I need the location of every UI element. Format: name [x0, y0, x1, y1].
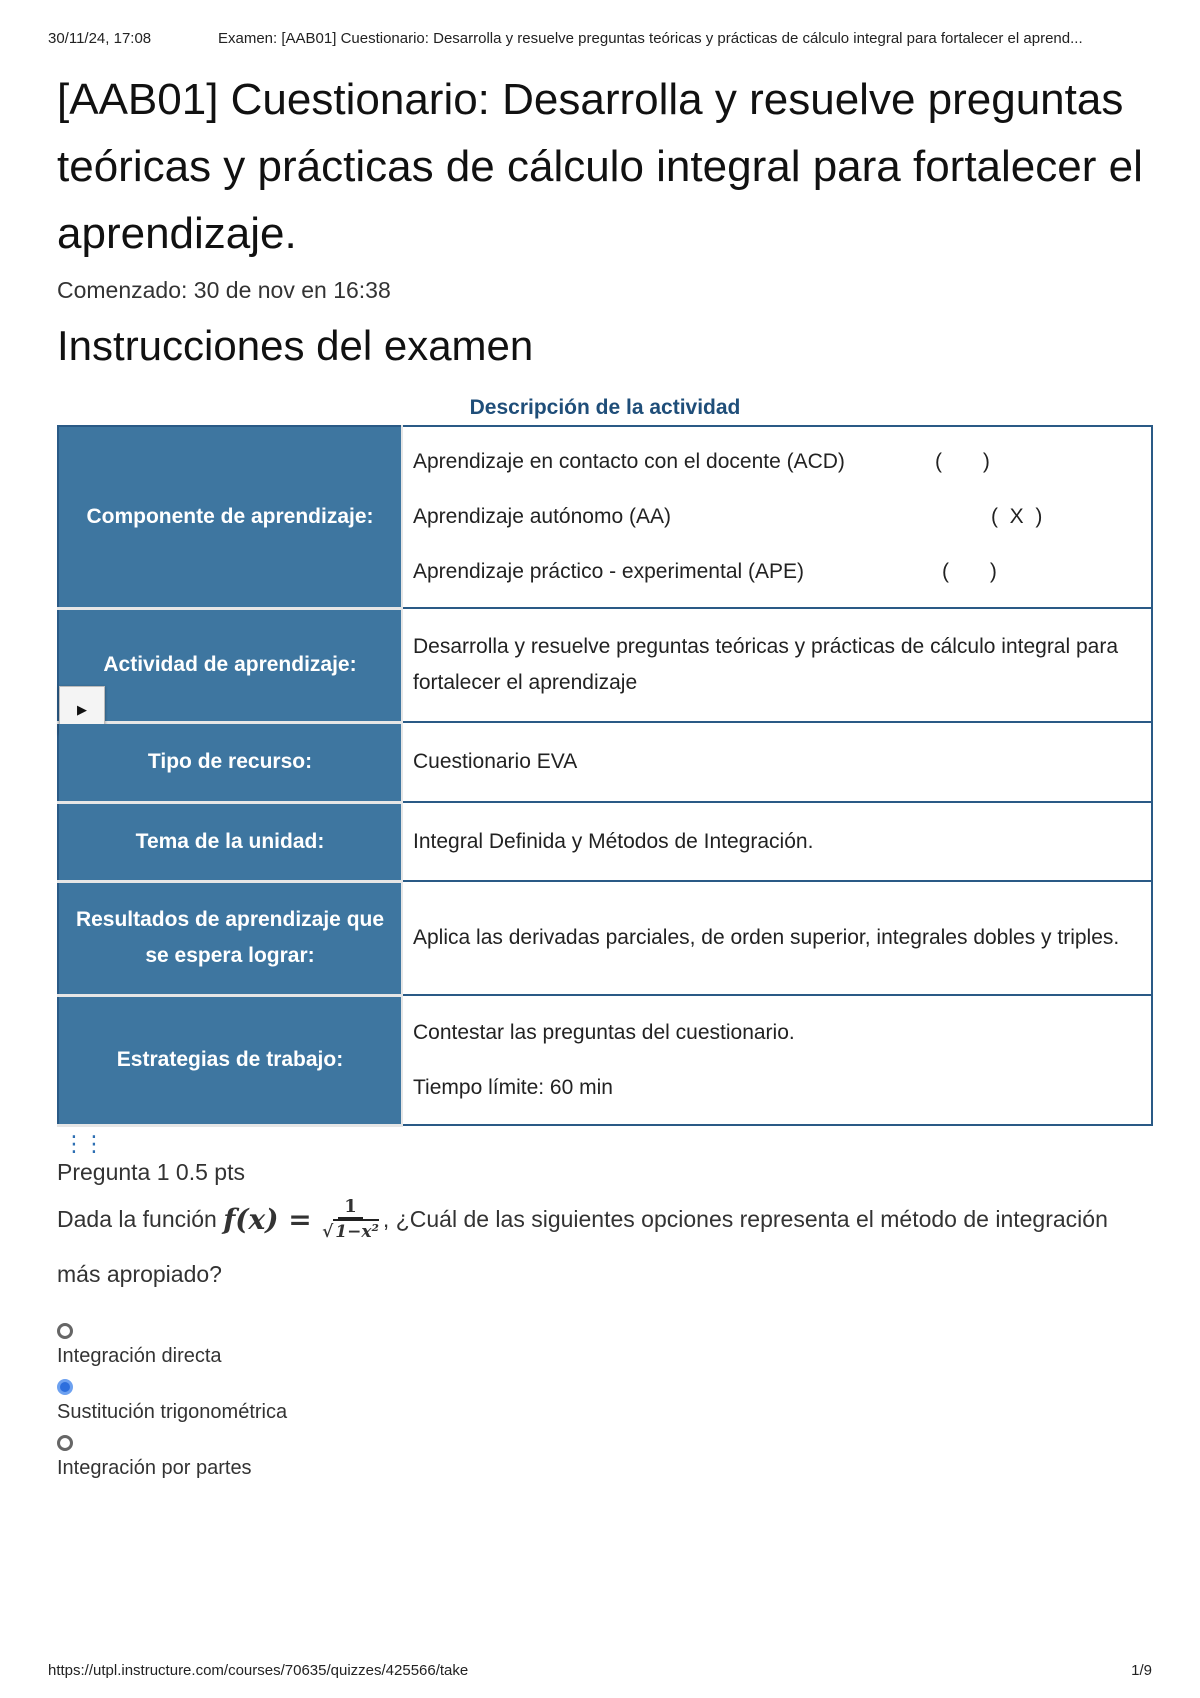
print-header — [48, 30, 1152, 47]
print-document-title: Examen: [AAB01] Cuestionario: Desarrolla y resuelve preguntas teóricas y prácticas de cálculo integral para fortalecer el aprend... — [218, 30, 1083, 47]
component-option: Aprendizaje práctico - experimental (APE) ( ) — [413, 545, 1141, 600]
print-footer — [48, 1662, 1152, 1679]
component-option-mark: ( X ) — [991, 505, 1043, 528]
table-row — [58, 426, 1152, 608]
question-text-after: , ¿Cuál de las siguientes opciones representa el método de integración más apropiado? — [57, 1205, 1108, 1288]
question-text-before: Dada la función — [57, 1205, 217, 1232]
math-lhs: f(x) = — [223, 1203, 312, 1237]
table-caption: Descripción de la actividad — [469, 396, 741, 419]
answer-label[interactable]: Sustitución trigonométrica — [57, 1401, 288, 1424]
main-content — [57, 66, 1153, 1491]
strategy-line: Tiempo límite: 60 min — [413, 1075, 613, 1099]
strategies-value — [402, 995, 1152, 1125]
page-title: [AAB01] Cuestionario: Desarrolla y resuelve preguntas teóricas y prácticas de cálculo integral para fortalecer el aprendizaje. — [57, 75, 1143, 258]
unit-topic-value: Integral Definida y Métodos de Integración. — [402, 802, 1152, 881]
activity-description-table — [57, 425, 1153, 1127]
strategies-label: Estrategias de trabajo: — [58, 995, 402, 1125]
started-time: Comenzado: 30 de nov en 16:38 — [57, 277, 391, 303]
answer-radio[interactable] — [57, 1323, 73, 1339]
math-fraction — [322, 1197, 379, 1243]
component-option-mark: ( ) — [935, 450, 990, 473]
activity-value: Desarrolla y resuelve preguntas teóricas y prácticas de cálculo integral para fortalecer el aprendizaje — [402, 608, 1152, 722]
table-row — [58, 881, 1152, 995]
unit-topic-label: Tema de la unidad: — [58, 802, 402, 881]
answer-option[interactable] — [57, 1435, 1153, 1480]
component-option: Aprendizaje autónomo (AA) ( X ) — [413, 490, 1141, 545]
answer-list — [57, 1323, 1153, 1480]
answer-option[interactable] — [57, 1323, 1153, 1368]
drag-handle-icon[interactable]: ⋮⋮ — [63, 1130, 103, 1156]
answer-radio[interactable] — [57, 1435, 73, 1451]
question-header: Pregunta 1 0.5 pts — [57, 1158, 245, 1185]
math-numerator: 1 — [338, 1197, 363, 1219]
activity-label: Actividad de aprendizaje: ▶ — [58, 608, 402, 722]
math-radicand: 1−x² — [333, 1219, 379, 1243]
table-row — [58, 995, 1152, 1125]
instructions-heading: Instrucciones del examen — [57, 322, 534, 369]
question-text — [57, 1192, 1153, 1302]
resource-label: Tipo de recurso: — [58, 722, 402, 802]
answer-radio-selected[interactable] — [57, 1379, 73, 1395]
component-option-mark: ( ) — [942, 560, 997, 583]
table-row — [58, 608, 1152, 722]
outcomes-label: Resultados de aprendizaje que se espera lograr: — [58, 881, 402, 995]
component-option: Aprendizaje en contacto con el docente (ACD) ( ) — [413, 435, 1141, 490]
outcomes-value: Aplica las derivadas parciales, de orden superior, integrales dobles y triples. — [402, 881, 1152, 995]
print-page-number: 1/9 — [1131, 1662, 1152, 1679]
math-sqrt-sign: √ — [322, 1222, 334, 1243]
table-row — [58, 722, 1152, 802]
answer-label[interactable]: Integración por partes — [57, 1457, 252, 1480]
resource-value: Cuestionario EVA — [402, 722, 1152, 802]
math-denominator — [322, 1219, 379, 1243]
answer-option[interactable] — [57, 1379, 1153, 1424]
print-timestamp: 30/11/24, 17:08 — [48, 30, 152, 47]
component-options — [402, 426, 1152, 608]
strategy-line: Contestar las preguntas del cuestionario. — [413, 1020, 795, 1044]
play-icon: ▶ — [77, 701, 87, 717]
table-row — [58, 802, 1152, 881]
component-label: Componente de aprendizaje: — [58, 426, 402, 608]
print-url: https://utpl.instructure.com/courses/70635/quizzes/425566/take — [48, 1662, 469, 1679]
answer-label[interactable]: Integración directa — [57, 1345, 222, 1368]
